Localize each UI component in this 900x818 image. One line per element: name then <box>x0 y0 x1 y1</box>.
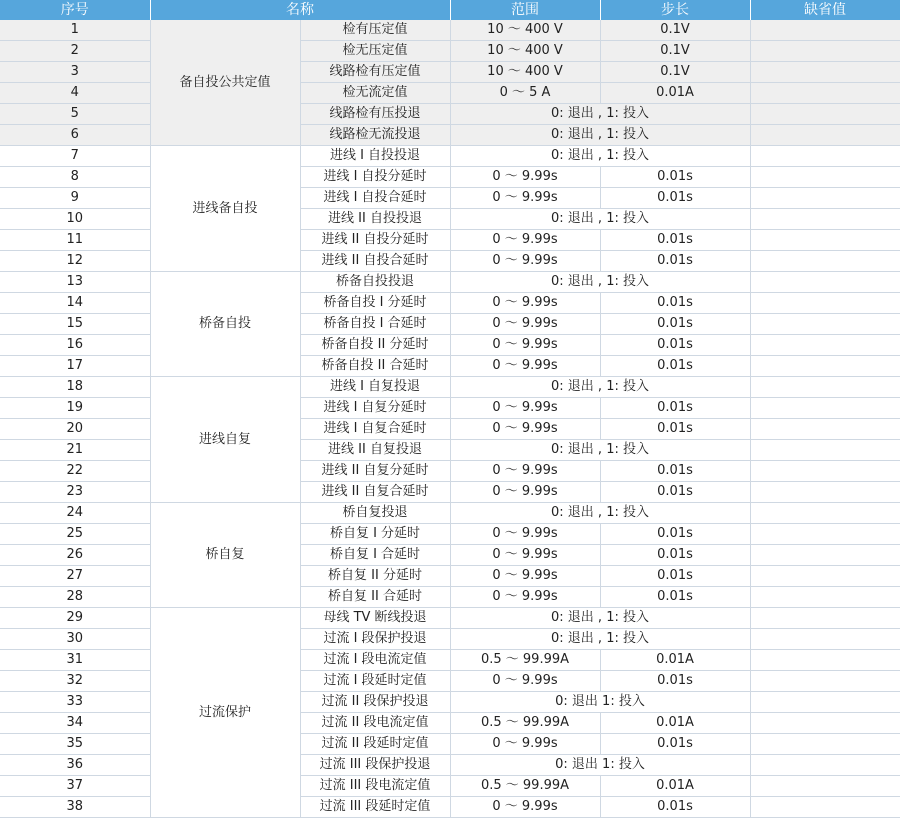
setting-name: 过流 I 段保护投退 <box>300 629 450 650</box>
step-cell: 0.01s <box>600 293 750 314</box>
setting-name: 线路检无流投退 <box>300 125 450 146</box>
table-row <box>0 398 900 419</box>
step-cell: 0.01s <box>600 419 750 440</box>
table-row <box>0 755 900 776</box>
table-row <box>0 587 900 608</box>
row-index: 6 <box>0 125 150 146</box>
header-index: 序号 <box>0 0 150 20</box>
range-cell: 10 ～ 400 V <box>450 41 600 62</box>
row-index: 13 <box>0 272 150 293</box>
range-cell: 0 ～ 9.99s <box>450 734 600 755</box>
setting-name: 桥备自投 I 分延时 <box>300 293 450 314</box>
step-cell: 0.01s <box>600 230 750 251</box>
step-cell: 0.01s <box>600 566 750 587</box>
default-cell <box>750 314 900 335</box>
row-index: 10 <box>0 209 150 230</box>
row-index: 14 <box>0 293 150 314</box>
row-index: 26 <box>0 545 150 566</box>
row-index: 11 <box>0 230 150 251</box>
table-row <box>0 377 900 398</box>
table-row <box>0 776 900 797</box>
table-row <box>0 566 900 587</box>
range-step-option: 0: 退出 , 1: 投入 <box>450 503 750 524</box>
range-step-option: 0: 退出 , 1: 投入 <box>450 209 750 230</box>
row-index: 18 <box>0 377 150 398</box>
row-index: 17 <box>0 356 150 377</box>
setting-name: 桥自复 I 合延时 <box>300 545 450 566</box>
range-cell: 0 ～ 9.99s <box>450 419 600 440</box>
row-index: 22 <box>0 461 150 482</box>
setting-name: 过流 III 段保护投退 <box>300 755 450 776</box>
row-index: 34 <box>0 713 150 734</box>
table-row <box>0 62 900 83</box>
header-step: 步长 <box>600 0 750 20</box>
row-index: 12 <box>0 251 150 272</box>
setting-name: 桥备自投投退 <box>300 272 450 293</box>
header-range: 范围 <box>450 0 600 20</box>
default-cell <box>750 608 900 629</box>
default-cell <box>750 692 900 713</box>
row-index: 4 <box>0 83 150 104</box>
step-cell: 0.01s <box>600 314 750 335</box>
table-row <box>0 797 900 818</box>
step-cell: 0.01s <box>600 398 750 419</box>
default-cell <box>750 272 900 293</box>
row-index: 35 <box>0 734 150 755</box>
table-row <box>0 293 900 314</box>
default-cell <box>750 503 900 524</box>
setting-name: 桥自复 II 合延时 <box>300 587 450 608</box>
table-row <box>0 440 900 461</box>
row-index: 28 <box>0 587 150 608</box>
default-cell <box>750 188 900 209</box>
setting-name: 进线 II 自复投退 <box>300 440 450 461</box>
setting-name: 进线 I 自复投退 <box>300 377 450 398</box>
setting-name: 进线 I 自投投退 <box>300 146 450 167</box>
range-step-option: 0: 退出 , 1: 投入 <box>450 377 750 398</box>
range-cell: 0 ～ 9.99s <box>450 188 600 209</box>
step-cell: 0.01A <box>600 713 750 734</box>
setting-name: 过流 II 段电流定值 <box>300 713 450 734</box>
range-cell: 0 ～ 9.99s <box>450 293 600 314</box>
row-index: 32 <box>0 671 150 692</box>
step-cell: 0.1V <box>600 62 750 83</box>
table-row <box>0 713 900 734</box>
table-row <box>0 545 900 566</box>
setting-name: 过流 III 段延时定值 <box>300 797 450 818</box>
range-step-option: 0: 退出 , 1: 投入 <box>450 629 750 650</box>
range-cell: 0 ～ 9.99s <box>450 671 600 692</box>
default-cell <box>750 671 900 692</box>
row-index: 8 <box>0 167 150 188</box>
range-cell: 0 ～ 9.99s <box>450 167 600 188</box>
row-index: 33 <box>0 692 150 713</box>
group-name: 桥备自投 <box>150 272 300 377</box>
row-index: 29 <box>0 608 150 629</box>
step-cell: 0.01s <box>600 251 750 272</box>
default-cell <box>750 461 900 482</box>
row-index: 21 <box>0 440 150 461</box>
range-step-option: 0: 退出 , 1: 投入 <box>450 125 750 146</box>
table-row <box>0 20 900 41</box>
range-cell: 0.5 ～ 99.99A <box>450 650 600 671</box>
range-cell: 0 ～ 9.99s <box>450 398 600 419</box>
range-cell: 0 ～ 9.99s <box>450 335 600 356</box>
setting-name: 过流 II 段延时定值 <box>300 734 450 755</box>
table-row <box>0 230 900 251</box>
table-row <box>0 167 900 188</box>
step-cell: 0.01s <box>600 587 750 608</box>
table-row <box>0 125 900 146</box>
setting-name: 桥自复 I 分延时 <box>300 524 450 545</box>
setting-name: 桥备自投 I 合延时 <box>300 314 450 335</box>
step-cell: 0.01A <box>600 650 750 671</box>
group-name: 进线备自投 <box>150 146 300 272</box>
header-name: 名称 <box>150 0 450 20</box>
step-cell: 0.01s <box>600 734 750 755</box>
row-index: 36 <box>0 755 150 776</box>
table-row <box>0 503 900 524</box>
range-cell: 0 ～ 9.99s <box>450 230 600 251</box>
row-index: 16 <box>0 335 150 356</box>
step-cell: 0.1V <box>600 41 750 62</box>
range-cell: 0 ～ 9.99s <box>450 482 600 503</box>
row-index: 9 <box>0 188 150 209</box>
step-cell: 0.01s <box>600 797 750 818</box>
range-step-option: 0: 退出 , 1: 投入 <box>450 440 750 461</box>
setting-name: 进线 II 自投分延时 <box>300 230 450 251</box>
header-row <box>0 0 900 20</box>
group-name: 进线自复 <box>150 377 300 503</box>
row-index: 19 <box>0 398 150 419</box>
row-index: 20 <box>0 419 150 440</box>
table-row <box>0 419 900 440</box>
row-index: 37 <box>0 776 150 797</box>
default-cell <box>750 629 900 650</box>
table-row <box>0 692 900 713</box>
setting-name: 进线 II 自投投退 <box>300 209 450 230</box>
default-cell <box>750 587 900 608</box>
step-cell: 0.01s <box>600 356 750 377</box>
range-cell: 10 ～ 400 V <box>450 20 600 41</box>
step-cell: 0.01s <box>600 482 750 503</box>
setting-name: 过流 I 段电流定值 <box>300 650 450 671</box>
default-cell <box>750 482 900 503</box>
step-cell: 0.01A <box>600 776 750 797</box>
default-cell <box>750 41 900 62</box>
range-step-option: 0: 退出 , 1: 投入 <box>450 272 750 293</box>
range-step-option: 0: 退出 1: 投入 <box>450 755 750 776</box>
range-cell: 10 ～ 400 V <box>450 62 600 83</box>
default-cell <box>750 230 900 251</box>
table-row <box>0 734 900 755</box>
default-cell <box>750 146 900 167</box>
default-cell <box>750 776 900 797</box>
table-row <box>0 356 900 377</box>
row-index: 31 <box>0 650 150 671</box>
row-index: 30 <box>0 629 150 650</box>
default-cell <box>750 62 900 83</box>
range-cell: 0 ～ 9.99s <box>450 314 600 335</box>
step-cell: 0.01s <box>600 461 750 482</box>
setting-name: 进线 II 自复分延时 <box>300 461 450 482</box>
group-name: 过流保护 <box>150 608 300 818</box>
step-cell: 0.01s <box>600 671 750 692</box>
table-row <box>0 251 900 272</box>
range-step-option: 0: 退出 , 1: 投入 <box>450 146 750 167</box>
range-cell: 0 ～ 9.99s <box>450 587 600 608</box>
default-cell <box>750 251 900 272</box>
default-cell <box>750 167 900 188</box>
range-cell: 0 ～ 5 A <box>450 83 600 104</box>
setting-name: 桥备自投 II 合延时 <box>300 356 450 377</box>
range-step-option: 0: 退出 1: 投入 <box>450 692 750 713</box>
default-cell <box>750 713 900 734</box>
row-index: 7 <box>0 146 150 167</box>
table-row <box>0 629 900 650</box>
table-row <box>0 209 900 230</box>
default-cell <box>750 377 900 398</box>
default-cell <box>750 83 900 104</box>
setting-name: 进线 II 自复合延时 <box>300 482 450 503</box>
default-cell <box>750 650 900 671</box>
default-cell <box>750 566 900 587</box>
table-row <box>0 104 900 125</box>
default-cell <box>750 398 900 419</box>
setting-name: 母线 TV 断线投退 <box>300 608 450 629</box>
row-index: 23 <box>0 482 150 503</box>
row-index: 25 <box>0 524 150 545</box>
setting-name: 进线 I 自复分延时 <box>300 398 450 419</box>
setting-name: 检无流定值 <box>300 83 450 104</box>
range-cell: 0 ～ 9.99s <box>450 566 600 587</box>
range-cell: 0 ～ 9.99s <box>450 461 600 482</box>
header-default: 缺省值 <box>750 0 900 20</box>
table-row <box>0 272 900 293</box>
range-cell: 0.5 ～ 99.99A <box>450 713 600 734</box>
group-name: 桥自复 <box>150 503 300 608</box>
row-index: 5 <box>0 104 150 125</box>
default-cell <box>750 293 900 314</box>
group-name: 备自投公共定值 <box>150 20 300 146</box>
default-cell <box>750 524 900 545</box>
setting-name: 进线 II 自投合延时 <box>300 251 450 272</box>
range-cell: 0 ～ 9.99s <box>450 545 600 566</box>
setting-name: 线路检有压定值 <box>300 62 450 83</box>
row-index: 2 <box>0 41 150 62</box>
range-cell: 0 ～ 9.99s <box>450 356 600 377</box>
range-cell: 0 ～ 9.99s <box>450 524 600 545</box>
row-index: 3 <box>0 62 150 83</box>
step-cell: 0.01A <box>600 83 750 104</box>
setting-name: 进线 I 自复合延时 <box>300 419 450 440</box>
default-cell <box>750 335 900 356</box>
default-cell <box>750 440 900 461</box>
default-cell <box>750 419 900 440</box>
step-cell: 0.1V <box>600 20 750 41</box>
step-cell: 0.01s <box>600 167 750 188</box>
default-cell <box>750 125 900 146</box>
table-row <box>0 314 900 335</box>
row-index: 24 <box>0 503 150 524</box>
range-cell: 0 ～ 9.99s <box>450 797 600 818</box>
table-row <box>0 188 900 209</box>
table-row <box>0 83 900 104</box>
setting-name: 检无压定值 <box>300 41 450 62</box>
table-row <box>0 41 900 62</box>
table-row <box>0 482 900 503</box>
range-cell: 0 ～ 9.99s <box>450 251 600 272</box>
setting-name: 进线 I 自投分延时 <box>300 167 450 188</box>
table-row <box>0 671 900 692</box>
step-cell: 0.01s <box>600 188 750 209</box>
setting-name: 桥自复 II 分延时 <box>300 566 450 587</box>
row-index: 15 <box>0 314 150 335</box>
default-cell <box>750 209 900 230</box>
setting-name: 桥自复投退 <box>300 503 450 524</box>
default-cell <box>750 755 900 776</box>
default-cell <box>750 734 900 755</box>
table-row <box>0 608 900 629</box>
setting-name: 过流 III 段电流定值 <box>300 776 450 797</box>
setting-name: 检有压定值 <box>300 20 450 41</box>
step-cell: 0.01s <box>600 524 750 545</box>
table-row <box>0 461 900 482</box>
default-cell <box>750 545 900 566</box>
step-cell: 0.01s <box>600 335 750 356</box>
setting-name: 过流 I 段延时定值 <box>300 671 450 692</box>
default-cell <box>750 20 900 41</box>
setting-name: 线路检有压投退 <box>300 104 450 125</box>
default-cell <box>750 104 900 125</box>
table-row <box>0 524 900 545</box>
range-cell: 0.5 ～ 99.99A <box>450 776 600 797</box>
setting-name: 桥备自投 II 分延时 <box>300 335 450 356</box>
default-cell <box>750 356 900 377</box>
setting-name: 进线 I 自投合延时 <box>300 188 450 209</box>
row-index: 38 <box>0 797 150 818</box>
range-step-option: 0: 退出 , 1: 投入 <box>450 608 750 629</box>
step-cell: 0.01s <box>600 545 750 566</box>
table-row <box>0 650 900 671</box>
row-index: 27 <box>0 566 150 587</box>
row-index: 1 <box>0 20 150 41</box>
default-cell <box>750 797 900 818</box>
setting-name: 过流 II 段保护投退 <box>300 692 450 713</box>
table-row <box>0 335 900 356</box>
range-step-option: 0: 退出 , 1: 投入 <box>450 104 750 125</box>
table-row <box>0 146 900 167</box>
